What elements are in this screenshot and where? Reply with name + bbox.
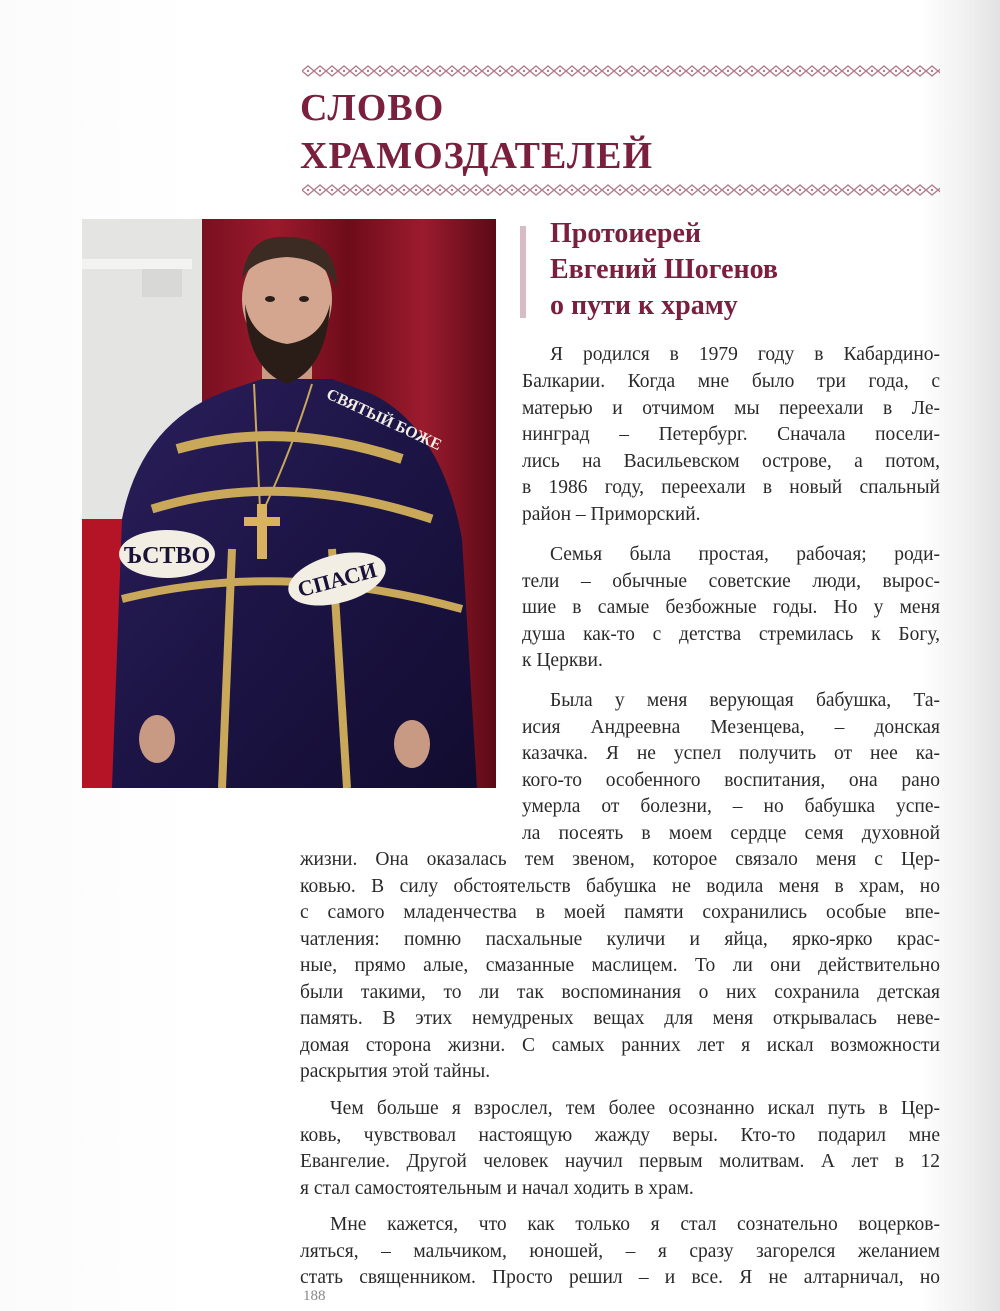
text-line: казачка. Я не успел получить от нее ка-: [522, 743, 940, 764]
text-line: ляться, – мальчиком, юношей, – я сразу загорелся желанием: [300, 1241, 940, 1262]
section-title: [300, 84, 653, 180]
text-line: умерла от болезни, – но бабушка успе-: [522, 796, 940, 817]
vestment-text-3: СВЯТЫЙ БОЖЕ: [323, 385, 445, 455]
text-line: лись на Васильевском острове, а потом,: [522, 451, 940, 472]
text-line: Я родился в 1979 году в Кабардино-: [550, 344, 940, 365]
article-heading: [550, 216, 778, 324]
text-line: исия Андреевна Мезенцева, – донская: [522, 717, 940, 738]
ornament-top: [302, 64, 940, 78]
text-line: домая сторона жизни. С самых ранних лет я искал возможности: [300, 1035, 940, 1056]
text-line: Балкарии. Когда мне было три года, с: [522, 371, 940, 392]
text-line: раскрытия этой тайны.: [300, 1061, 491, 1082]
text-line: ные, прямо алые, смазанные маслицем. То ли они действительно: [300, 955, 940, 976]
text-line: жизни. Она оказалась тем звеном, которое связало меня с Цер-: [300, 849, 940, 870]
text-line: матерью и отчимом мы переехали в Ле-: [522, 398, 940, 419]
text-line: Чем больше я взрослел, тем более осознанно искал путь в Цер-: [330, 1098, 940, 1119]
text-line: ковь, чувствовал настоящую жажду веры. Кто-то подарил мне: [300, 1125, 940, 1146]
text-line: в 1986 году, переехали в новый спальный: [522, 477, 940, 498]
heading-accent-bar: [520, 226, 526, 318]
text-line: ковью. В силу обстоятельств бабушка не водила меня в храм, но: [300, 876, 940, 897]
text-line: были такими, то ли так воспоминания о них сохранила детская: [300, 982, 940, 1003]
vestment-text-2: СПАСИ: [294, 556, 380, 603]
vestment-text-1: ЪСТВО: [123, 543, 211, 569]
text-line: кого-то особенного воспитания, она рано: [522, 770, 940, 791]
article-heading-line1: Протоиерей: [550, 218, 702, 249]
text-line: Евангелие. Другой человек научил первым молитвам. А лет в 12: [300, 1151, 940, 1172]
text-line: стать священником. Просто решил – и все. Я не алтарничал, но: [300, 1267, 940, 1288]
text-line: шие в самые безбожные годы. Но у меня: [522, 597, 940, 618]
page-number: 188: [303, 1288, 326, 1304]
text-line: я стал самостоятельным и начал ходить в храм.: [300, 1178, 694, 1199]
text-line: к Церкви.: [522, 650, 603, 671]
text-line: с самого младенчества в моей памяти сохранились особые впе-: [300, 902, 940, 923]
section-title-line1: СЛОВО: [300, 87, 445, 129]
ornament-bottom: [302, 183, 940, 197]
text-line: Мне кажется, что как только я стал сознательно воцерков-: [330, 1214, 940, 1235]
text-line: ла посеять в моем сердце семя духовной: [522, 823, 940, 844]
text-line: тели – обычные советские люди, вырос-: [522, 571, 940, 592]
text-line: нинград – Петербург. Сначала посели-: [522, 424, 940, 445]
text-line: район – Приморский.: [522, 504, 701, 525]
priest-photo: [82, 219, 496, 788]
text-line: чатления: помню пасхальные куличи и яйца, ярко-ярко крас-: [300, 929, 940, 950]
text-line: Семья была простая, рабочая; роди-: [550, 544, 940, 565]
section-title-line2: ХРАМОЗДАТЕЛЕЙ: [300, 135, 654, 177]
text-line: память. В этих немудреных вещах для меня открывалась неве-: [300, 1008, 940, 1029]
text-line: Была у меня верующая бабушка, Та-: [550, 690, 940, 711]
text-line: душа как-то с детства стремилась к Богу,: [522, 624, 940, 645]
article-heading-line3: о пути к храму: [550, 290, 738, 321]
article-heading-line2: Евгений Шогенов: [550, 254, 779, 285]
